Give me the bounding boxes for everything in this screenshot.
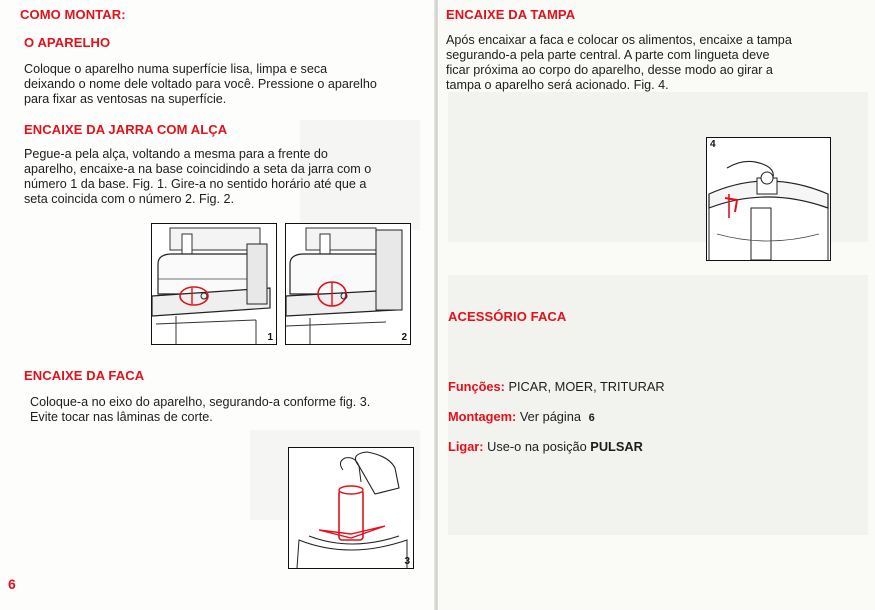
text-line: ficar próxima ao corpo do aparelho, desse modo ao girar a — [446, 63, 773, 77]
paragraph-jarra — [24, 147, 424, 207]
line-ligar — [448, 439, 643, 454]
text-line: Após encaixar a faca e colocar os alimentos, encaixe a tampa — [446, 33, 792, 47]
funcoes-label: Funções: — [448, 379, 505, 394]
montagem-label: Montagem: — [448, 409, 517, 424]
jar-base-illustration-1 — [152, 224, 276, 344]
figure-4-lid — [706, 137, 831, 261]
heading-encaixe-jarra: ENCAIXE DA JARRA COM ALÇA — [24, 122, 228, 137]
figure-number: 2 — [401, 332, 407, 343]
ligar-mode: PULSAR — [590, 439, 643, 454]
text-line: Evite tocar nas lâminas de corte. — [30, 410, 213, 424]
figure-3-blade-on-shaft — [288, 447, 414, 569]
ligar-value: Use-o na posição — [487, 439, 587, 454]
line-funcoes — [448, 379, 665, 394]
text-line: deixando o nome dele voltado para você. Pressione o aparelho — [24, 77, 377, 91]
line-montagem — [448, 409, 595, 424]
heading-acessorio-faca: ACESSÓRIO FACA — [448, 309, 567, 324]
right-page — [438, 0, 875, 610]
text-line: aparelho, encaixe-a na base coincidindo a seta da jarra com o — [24, 162, 372, 176]
text-line: para fixar as ventosas na superfície. — [24, 92, 227, 106]
figure-2-jar-base — [285, 223, 411, 345]
text-line: Pegue-a pela alça, voltando a mesma para a frente do — [24, 147, 328, 161]
text-line: seta coincida com o número 2. Fig. 2. — [24, 192, 234, 206]
text-line: número 1 da base. Fig. 1. Gire-a no sentido horário até que a — [24, 177, 367, 191]
heading-encaixe-tampa: ENCAIXE DA TAMPA — [446, 7, 576, 22]
figure-number: 3 — [404, 556, 410, 567]
heading-o-aparelho: O APARELHO — [24, 35, 111, 50]
jar-base-illustration-2 — [286, 224, 410, 344]
blade-shaft-illustration — [289, 448, 413, 568]
montagem-page-ref: 6 — [588, 412, 595, 424]
text-line: segurando-a pela parte central. A parte com lingueta deve — [446, 48, 770, 62]
paragraph-faca — [30, 395, 430, 425]
paragraph-tampa — [446, 33, 866, 93]
text-line: tampa o aparelho será acionado. Fig. 4. — [446, 78, 669, 92]
heading-como-montar: COMO MONTAR: — [20, 7, 126, 22]
montagem-value: Ver página — [519, 409, 582, 424]
heading-encaixe-faca: ENCAIXE DA FACA — [24, 368, 145, 383]
funcoes-value: PICAR, MOER, TRITURAR — [508, 379, 665, 394]
ligar-label: Ligar: — [448, 439, 484, 454]
left-page — [0, 0, 436, 610]
text-line: Coloque-a no eixo do aparelho, segurando-a conforme fig. 3. — [30, 395, 371, 409]
figure-number: 4 — [710, 139, 716, 150]
figure-number: 1 — [267, 332, 273, 343]
text-line: Coloque o aparelho numa superfície lisa, limpa e seca — [24, 62, 328, 76]
paragraph-aparelho — [24, 62, 424, 107]
page-number: 6 — [8, 576, 16, 592]
figure-1-jar-base — [151, 223, 277, 345]
lid-illustration — [707, 138, 830, 260]
